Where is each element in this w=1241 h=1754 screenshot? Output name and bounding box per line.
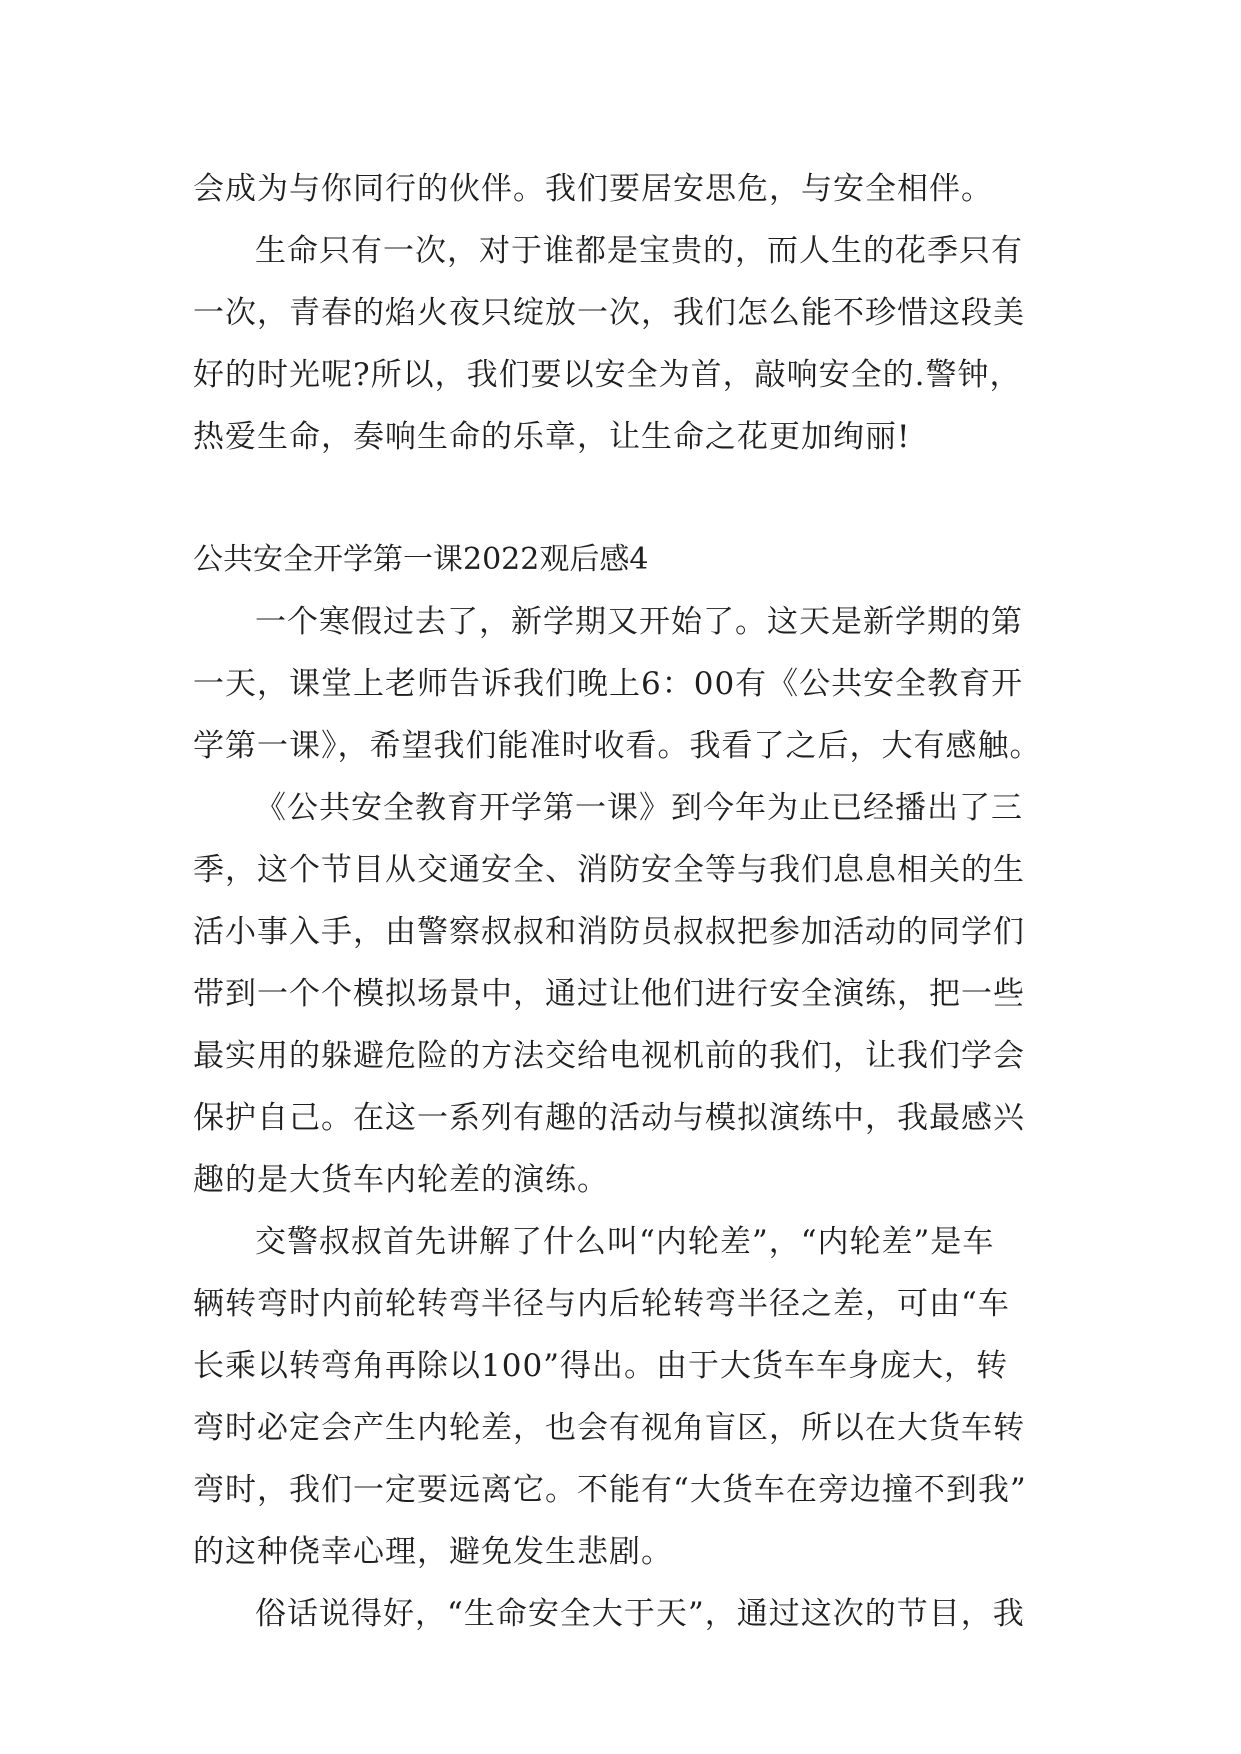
paragraph-line: 活小事入手，由警察叔叔和消防员叔叔把参加活动的同学们 xyxy=(193,914,1025,950)
paragraph-line: 俗话说得好，“生命安全大于天”，通过这次的节目，我 xyxy=(255,1596,1025,1632)
document-page xyxy=(193,158,1053,1645)
paragraph-line: 《公共安全教育开学第一课》到今年为止已经播出了三 xyxy=(255,790,1023,826)
paragraph-line: 长乘以转弯角再除以100”得出。由于大货车车身庞大，转 xyxy=(193,1348,1009,1384)
paragraph-line: 生命只有一次，对于谁都是宝贵的，而人生的花季只有 xyxy=(255,233,1023,269)
paragraph-line: 的这种侥幸心理，避免发生悲剧。 xyxy=(193,1534,673,1570)
paragraph-line: 保护自己。在这一系列有趣的活动与模拟演练中，我最感兴 xyxy=(193,1100,1025,1136)
paragraph-line: 季，这个节目从交通安全、消防安全等与我们息息相关的生 xyxy=(193,852,1025,888)
paragraph-line: 带到一个个模拟场景中，通过让他们进行安全演练，把一些 xyxy=(193,976,1025,1012)
paragraph-line: 热爱生命，奏响生命的乐章，让生命之花更加绚丽! xyxy=(193,419,911,455)
paragraph-line: 交警叔叔首先讲解了什么叫“内轮差”，“内轮差”是车 xyxy=(255,1224,995,1260)
paragraph-line: 学第一课》，希望我们能准时收看。我看了之后，大有感触。 xyxy=(193,728,1042,764)
paragraph-line: 一个寒假过去了，新学期又开始了。这天是新学期的第 xyxy=(255,604,1023,640)
paragraph-line: 最实用的躲避危险的方法交给电视机前的我们，让我们学会 xyxy=(193,1038,1025,1074)
paragraph-line: 弯时必定会产生内轮差，也会有视角盲区，所以在大货车转 xyxy=(193,1410,1025,1446)
paragraph-line: 一天，课堂上老师告诉我们晚上6：00有《公共安全教育开 xyxy=(193,666,1024,702)
paragraph-line: 一次，青春的焰火夜只绽放一次，我们怎么能不珍惜这段美 xyxy=(193,295,1025,331)
paragraph-line: 趣的是大货车内轮差的演练。 xyxy=(193,1162,609,1198)
paragraph-line: 会成为与你同行的伙伴。我们要居安思危，与安全相伴。 xyxy=(193,171,993,207)
paragraph-line: 辆转弯时内前轮转弯半径与内后轮转弯半径之差，可由“车 xyxy=(193,1286,1010,1322)
paragraph-line: 弯时，我们一定要远离它。不能有“大货车在旁边撞不到我” xyxy=(193,1472,1027,1508)
paragraph-line: 好的时光呢?所以，我们要以安全为首，敲响安全的.警钟， xyxy=(193,357,1022,393)
section-heading: 公共安全开学第一课2022观后感4 xyxy=(193,542,649,577)
section-gap xyxy=(193,468,1053,529)
